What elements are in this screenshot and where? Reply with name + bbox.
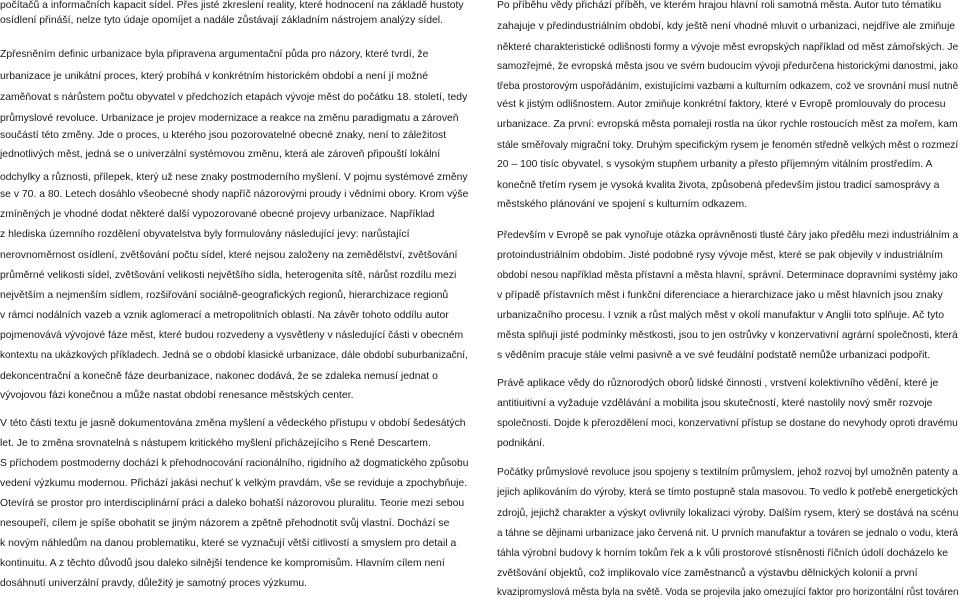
text-line: jednotlivých měst, jedná se o univerzální systémovou změnu, která ale zároveň připouští lokální [0, 149, 441, 160]
text-line: zmíněných je vhodné dodat některé další vypozorované obecné projevy urbanizace. Například [0, 209, 435, 220]
text-line: zvětšování objektů, což implikovalo více zaměstnanců a výstavbu dělnických kolonií a první [497, 568, 918, 579]
text-line: dekoncentrační a konečně fáze deurbanizace, nakonec dodává, že se zdaleka nemusí jednat o [0, 371, 438, 382]
text-line: průmyslové revoluce. Urbanizace je projev modernizace a reakce na změnu paradigmatu a zároveň [0, 113, 459, 124]
text-line: městského plánování ve spojení s kulturním odkazem. [497, 199, 748, 210]
text-line: kontinuitu. A z těchto důvodů jsou daleko silnější tendence ke kompromisům. Hlavním cílem není [0, 558, 445, 569]
text-line: Právě aplikace vědy do různorodých oborů lidské činnosti , vrstvení kolektivního vědění, které je [497, 378, 939, 389]
text-line: vést k jistým odlišnostem. Autor zmiňuje konkrétní faktory, které v Evropě promlouvaly do procesu [497, 99, 946, 110]
text-line: S příchodem postmoderny dochází k přehodnocování racionálního, rigidního až dogmatického způsobu [0, 458, 469, 469]
text-line: města splňují jisté podmínky městkosti, jsou to jen ostrůvky v konzervativní agrární společnosti, která [497, 330, 958, 341]
left-column [0, 0, 470, 600]
text-line: nesoupeří, cílem je spíše obohatit se jiným názorem a zpětně přehodnotit svůj vlastní. Dochází se [0, 518, 450, 529]
text-line: Otevírá se prostor pro interdisciplinární práci a daleko bohatší názorovou pluralitu. Teorie mezi sebou [0, 498, 465, 509]
text-line: osídlení přináší, nelze tyto údaje opomíjet a nadále zůstávají základním nástrojem analýzy sídel. [0, 15, 444, 26]
text-line: vývojovou fázi konečnou a může nastat období renesance městských center. [0, 390, 354, 401]
text-line: součástí této změny. Jde o proces, u kterého jsou pozorovatelné obecné znaky, není to záležitost [0, 130, 447, 141]
text-line: samozřejmé, že evropská města jsou ve svém budoucím vývoji předurčena historickými danostmi, jako [497, 61, 958, 72]
text-line: zdrojů, jejichž charakter a výskyt ovlivnily lokalizaci výroby. Dalším rysem, který se dostává na scénu [497, 508, 959, 519]
text-line: urbanizačního procesu. I vznik a růst malých měst v okolí manufaktur v Anglii toto splňuje. Ač tyto [497, 310, 945, 321]
text-line: kvazipromyslová města byla na světě. Voda se projevila jako omezující faktor pro horizontální růst továren [497, 587, 959, 598]
text-line: V této části textu je jasně dokumentována změna myšlení a vědeckého přístupu v období šedesátých [0, 418, 466, 429]
text-line: některé charakteristické odlišnosti formy a vývoje měst evropských například od měst zámořských. Je [497, 42, 959, 53]
text-line: let. Je to změna srovnatelná s nástupem kritického myšlení přicházejícího s René Descartem. [0, 438, 431, 449]
text-line: počítačů a informačních kapacit sídel. Přes jisté zkreslení reality, které hodnocení na základě hustoty [0, 0, 464, 11]
right-column [497, 0, 960, 600]
text-line: antitiuitivní a vyžaduje vzdělávání a mobilita jsou skutečností, které nastolily nový směr rozvoje [497, 398, 933, 409]
text-line: dosáhnutí univerzální pravdy, důležitý je samotný proces výzkumu. [0, 578, 308, 589]
text-line: největším a nejmenším sídlem, rozšiřování sociálně-geografických regionů, hierarchizace regionů [0, 290, 449, 301]
text-line: kontextu na ukázkových příkladech. Jedná se o období klasické urbanizace, dále období suburbanizační, [0, 350, 468, 361]
text-line: nerovnoměrnost osídlení, zvětšování počtu sídel, které nejsou založeny na zemědělství, zvětšování [0, 250, 458, 261]
text-line: třeba prostorovým uspořádáním, existujícími vazbami a kulturním odkazem, což ve srovnání musí nutně [497, 81, 959, 92]
text-line: konečně třetím rysem je vysoká kvalita života, způsobená především jistou tradicí samosprávy a [497, 180, 940, 191]
text-line: se v 70. a 80. Letech dosáhlo všeobecné shody napříč názorovými proudy i vědními obory. Krom výše [0, 189, 469, 200]
text-line: podnikání. [497, 438, 545, 449]
text-line: Především v Evropě se pak vynořuje otázka oprávněnosti tlusté čáry jako předělu mezi industriálním a [497, 230, 959, 241]
text-line: vedení výzkumu modernou. Přichází jakási nechuť k velkým pravdám, vše se reviduje a zpochybňuje. [0, 478, 468, 489]
text-line: jejich aplikováním do výroby, která se tímto postupně stala masovou. To vedlo k potřebě energetických [497, 487, 958, 498]
text-line: odchylky a různosti, přílepek, který už nese znaky postmoderního myšlení. V pojmu systémové změny [0, 172, 468, 183]
text-line: stále směřovaly migrační toky. Druhým specifickým rysem je fenomén středně velkých měst o rozmezí [497, 140, 959, 151]
text-line: 20 – 100 tisíc obyvatel, s vysokým stupňem urbanity a přesto příjemným vitálním prostředím. A [497, 159, 933, 170]
text-line: urbanizace. Za první: evropská města pomaleji rostla na úkor rychle rostoucích měst za mořem, kam [497, 119, 958, 130]
text-line: Zpřesněním definic urbanizace byla připravena argumentační půda pro názory, které tvrdí, že [0, 49, 429, 60]
text-line: zahajuje v předindustriálním období, kdy ještě není vhodné mluvit o urbanizaci, nejdříve ale zmiňuje [497, 21, 956, 32]
text-line: pojmenovává vývojové fáze měst, které budou rozvedeny a vysvětleny v následující části v obecném [0, 330, 464, 341]
text-line: k novým náhledům na danou problematiku, které se vyznačují větší citlivostí a smyslem pro detail a [0, 538, 457, 549]
text-line: táhla výrobní budovy k horním tokům řek a k vůli prostorové stísněnosti říčních údolí docházelo ke [497, 548, 949, 559]
text-line: urbanizace je unikátní proces, který probíhá v konkrétním historickém období a není jí možné [0, 71, 428, 82]
text-line: Po příběhu vědy přichází příběh, ve kterém hrajou hlavní roli samotná města. Autor tuto tématiku [497, 0, 942, 11]
text-line: společnosti. Dojde k přerozdělení moci, konzervativní přístup se dostane do nevyhody oproti dravému [497, 418, 958, 429]
text-line: průměrné velikosti sídel, zvětšování velikosti největšího sídla, heterogenita sítě, nárůst rozdílu mezi [0, 270, 457, 281]
text-line: Počátky průmyslové revoluce jsou spojeny s textilním průmyslem, jehož rozvoj byl umožněn patenty a [497, 467, 958, 478]
text-line: v případě přístavních měst i funkční diferenciace a hierarchizace jako u měst hlavních jsou znaky [497, 290, 943, 301]
text-line: zaměňovat s nárůstem počtu obyvatel v předchozích etapách vývoje měst do počátku 18. století, tedy [0, 92, 468, 103]
text-line: a táhne se dějinami urbanizace jako červená nit. U prvních manufaktur a továren se jednalo o vodu, která [497, 528, 959, 539]
text-line: období nesou například města přístavní a města hlavní, správní. Determinace dopravními systémy jako [497, 270, 958, 281]
text-line: z hlediska územního rozdělení obyvatelstva byly formulovány následující jevy: narůstající [0, 229, 410, 240]
text-line: v rámci nodálních vazeb a vznik aglomerací a metropolitních oblastí. Na závěr tohoto oddílu autor [0, 310, 449, 321]
text-line: protoindustriálním obdobím. Jisté podobné rysy vývoje měst, které se pak objevily v industriálním [497, 250, 943, 261]
text-line: s věděním pracuje stále velmi pasivně a ve své feudální podstatě nemůže urbanizaci podpořit. [497, 350, 931, 361]
